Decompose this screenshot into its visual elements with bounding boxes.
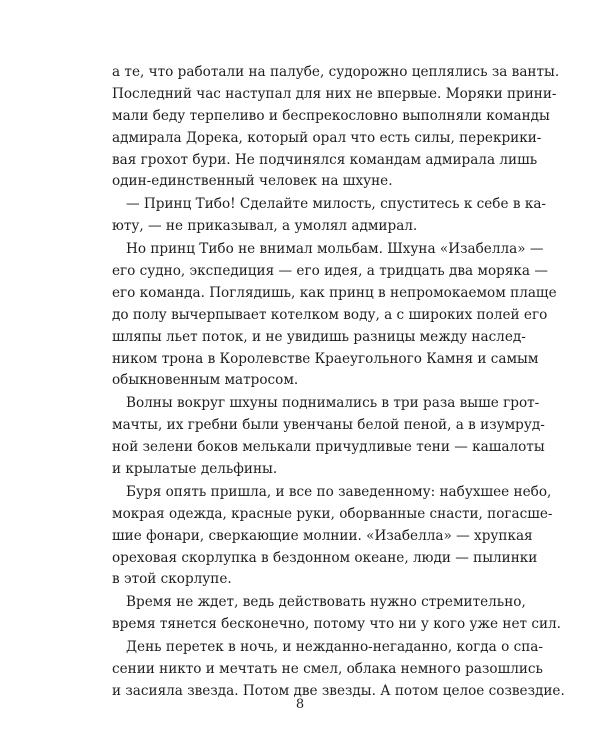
paragraph	[112, 393, 545, 481]
text-line: мачты, их гребни были увенчаны белой пеной, а в изумруд-	[112, 417, 545, 434]
paragraph	[112, 239, 557, 392]
text-line: ником трона в Королевстве Краеугольного Камня и самым	[112, 350, 539, 367]
body-text	[112, 62, 565, 704]
paragraph	[112, 194, 547, 238]
text-line: время тянется бесконечно, потому что ни у кого уже нет сил.	[112, 616, 561, 633]
text-line: до полу вычерпывает котелком воду, а с широких полей его	[112, 306, 548, 323]
text-line: вая грохот бури. Не подчинялся командам адмирала лишь	[112, 151, 538, 168]
text-line: сении никто и мечтать не смел, облака немного разошлись	[112, 661, 543, 678]
text-line: мокрая одежда, красные руки, оборванные снасти, погасше-	[112, 505, 553, 522]
text-line: обыкновенным матросом.	[112, 372, 299, 389]
text-line: шие фонари, сверкающие молнии. «Изабелла» — хрупкая	[112, 527, 533, 544]
text-line: один-единственный человек на шхуне.	[112, 173, 393, 190]
text-line: адмирала Дорека, который орал что есть силы, перекрики-	[112, 129, 542, 146]
text-line: его команда. Поглядишь, как принц в непромокаемом плаще	[112, 284, 557, 301]
text-line: его судно, экспедиция — его идея, а тридцать два моряка —	[112, 263, 548, 280]
text-line: в этой скорлупе.	[112, 571, 232, 588]
text-line: День перетек в ночь, и нежданно-негаданно, когда о спа-	[126, 639, 543, 656]
text-line: и крылатые дельфины.	[112, 461, 278, 478]
text-line: Время не ждет, ведь действовать нужно стремительно,	[126, 594, 526, 611]
text-line: Последний час наступал для них не впервые. Моряки прини-	[112, 85, 557, 102]
paragraph	[112, 637, 565, 703]
text-line: юту, — не приказывал, а умолял адмирал.	[112, 218, 418, 235]
text-line: ореховая скорлупка в бездонном океане, люди — пылинки	[112, 549, 538, 566]
text-line: Но принц Тибо не внимал мольбам. Шхуна «Изабелла» —	[126, 241, 544, 258]
paragraph	[112, 482, 553, 591]
text-line: и засияла звезда. Потом две звезды. А потом целое созвездие.	[112, 682, 565, 699]
page-number: 8	[295, 697, 305, 712]
paragraph	[112, 62, 560, 193]
text-line: мали беду терпеливо и беспрекословно выполняли команды	[112, 107, 550, 124]
text-line: Волны вокруг шхуны поднимались в три раза выше грот-	[126, 395, 540, 412]
paragraph	[112, 592, 561, 636]
text-line: ной зелени боков мелькали причудливые тени — кашалоты	[112, 439, 545, 456]
text-line: а те, что работали на палубе, судорожно цеплялись за ванты.	[112, 64, 560, 80]
text-line: — Принц Тибо! Сделайте милость, спуститесь к себе в ка-	[126, 196, 547, 213]
text-line: Буря опять пришла, и все по заведенному: набухшее небо,	[126, 483, 552, 500]
text-line: шляпы льет поток, и не увидишь разницы между наслед-	[112, 328, 526, 345]
